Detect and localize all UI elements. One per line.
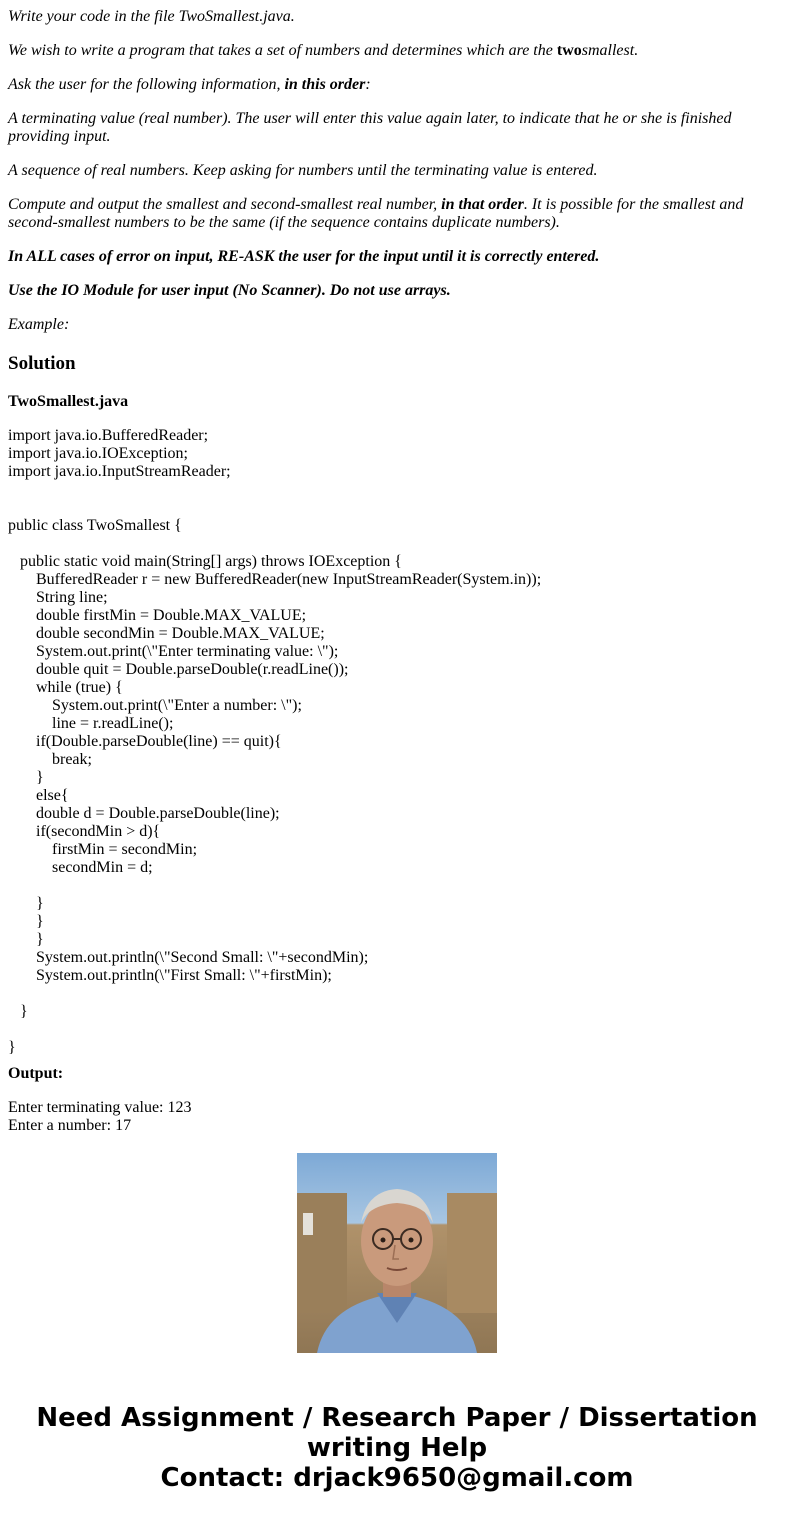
code-line: secondMin = d; <box>8 859 153 876</box>
instruction-io-module: Use the IO Module for user input (No Scanner). Do not use arrays. <box>8 282 451 299</box>
author-photo <box>297 1153 497 1353</box>
instruction-ask-emphasis: in this order <box>284 76 366 93</box>
banner-line-2: writing Help <box>306 1433 488 1463</box>
instruction-file-text: Write your code in the file TwoSmallest.java. <box>8 8 295 25</box>
code-line: public class TwoSmallest { <box>8 517 182 534</box>
code-line: import java.io.BufferedReader; <box>8 427 209 444</box>
instruction-example: Example: <box>8 316 70 333</box>
code-line: System.out.println(\"First Small: \"+firstMin); <box>8 967 332 984</box>
output-line: Enter terminating value: 123 <box>8 1099 192 1116</box>
code-line: double secondMin = Double.MAX_VALUE; <box>8 625 325 642</box>
code-line: line = r.readLine(); <box>8 715 174 732</box>
instruction-goal <box>8 42 778 60</box>
instruction-sequence: A sequence of real numbers. Keep asking for numbers until the terminating value is entered. <box>8 162 598 179</box>
output-line: Enter a number: 17 <box>8 1117 132 1134</box>
code-line: } <box>8 913 44 930</box>
instruction-file <box>8 8 778 26</box>
code-line: else{ <box>8 787 69 804</box>
code-line <box>8 877 541 895</box>
code-line: firstMin = secondMin; <box>8 841 198 858</box>
code-line <box>8 499 541 517</box>
banner-contact-email: Contact: drjack9650@gmail.com <box>160 1463 634 1493</box>
solution-heading: Solution <box>8 353 76 374</box>
instruction-goal-text: We wish to write a program that takes a set of numbers and determines which are the <box>8 42 557 59</box>
instruction-goal-tail: smallest. <box>581 42 639 59</box>
file-heading: TwoSmallest.java <box>8 393 129 410</box>
contact-banner <box>0 1403 794 1493</box>
code-line: import java.io.IOException; <box>8 445 188 462</box>
code-line: System.out.println(\"Second Small: \"+secondMin); <box>8 949 369 966</box>
code-block <box>8 427 541 1057</box>
code-line: } <box>8 769 44 786</box>
instruction-ask-tail: : <box>365 76 371 93</box>
portrait-image <box>297 1153 497 1353</box>
code-line: public static void main(String[] args) throws IOException { <box>8 553 402 570</box>
code-line: BufferedReader r = new BufferedReader(new InputStreamReader(System.in)); <box>8 571 542 588</box>
instruction-compute-emphasis: in that order <box>441 196 524 213</box>
instruction-ask <box>8 76 778 94</box>
code-line: if(secondMin > d){ <box>8 823 161 840</box>
code-line <box>8 481 541 499</box>
code-line: } <box>8 1003 28 1020</box>
assignment-document <box>8 0 786 1134</box>
instruction-ask-text: Ask the user for the following information, <box>8 76 285 93</box>
output-block <box>8 1099 192 1135</box>
code-line: double firstMin = Double.MAX_VALUE; <box>8 607 307 624</box>
banner-line-1: Need Assignment / Research Paper / Dissertation <box>36 1403 758 1433</box>
code-line: double quit = Double.parseDouble(r.readLine()); <box>8 661 349 678</box>
code-line: double d = Double.parseDouble(line); <box>8 805 280 822</box>
code-line <box>8 1021 541 1039</box>
instruction-goal-emphasis: two <box>556 42 582 59</box>
code-line: import java.io.InputStreamReader; <box>8 463 231 480</box>
code-line: System.out.print(\"Enter terminating value: \"); <box>8 643 339 660</box>
code-line: break; <box>8 751 92 768</box>
instruction-terminating: A terminating value (real number). The user will enter this value again later, to indicate that he or she is finished providing input. <box>8 110 732 145</box>
code-line: if(Double.parseDouble(line) == quit){ <box>8 733 282 750</box>
instruction-compute-text: Compute and output the smallest and second-smallest real number, <box>8 196 442 213</box>
code-line <box>8 535 541 553</box>
code-line: } <box>8 931 44 948</box>
code-line: while (true) { <box>8 679 123 696</box>
code-line: } <box>8 895 44 912</box>
instruction-compute-tail: . It is possible for the smallest and second-smallest numbers to be the same (if the sequence contains duplicate numbers). <box>8 196 744 231</box>
output-heading: Output: <box>8 1065 64 1082</box>
instruction-error-handling: In ALL cases of error on input, RE-ASK the user for the input until it is correctly entered. <box>8 248 600 265</box>
code-line: System.out.print(\"Enter a number: \"); <box>8 697 302 714</box>
code-line: String line; <box>8 589 108 606</box>
instruction-compute <box>8 196 778 232</box>
code-line: } <box>8 1039 16 1056</box>
code-line <box>8 985 541 1003</box>
